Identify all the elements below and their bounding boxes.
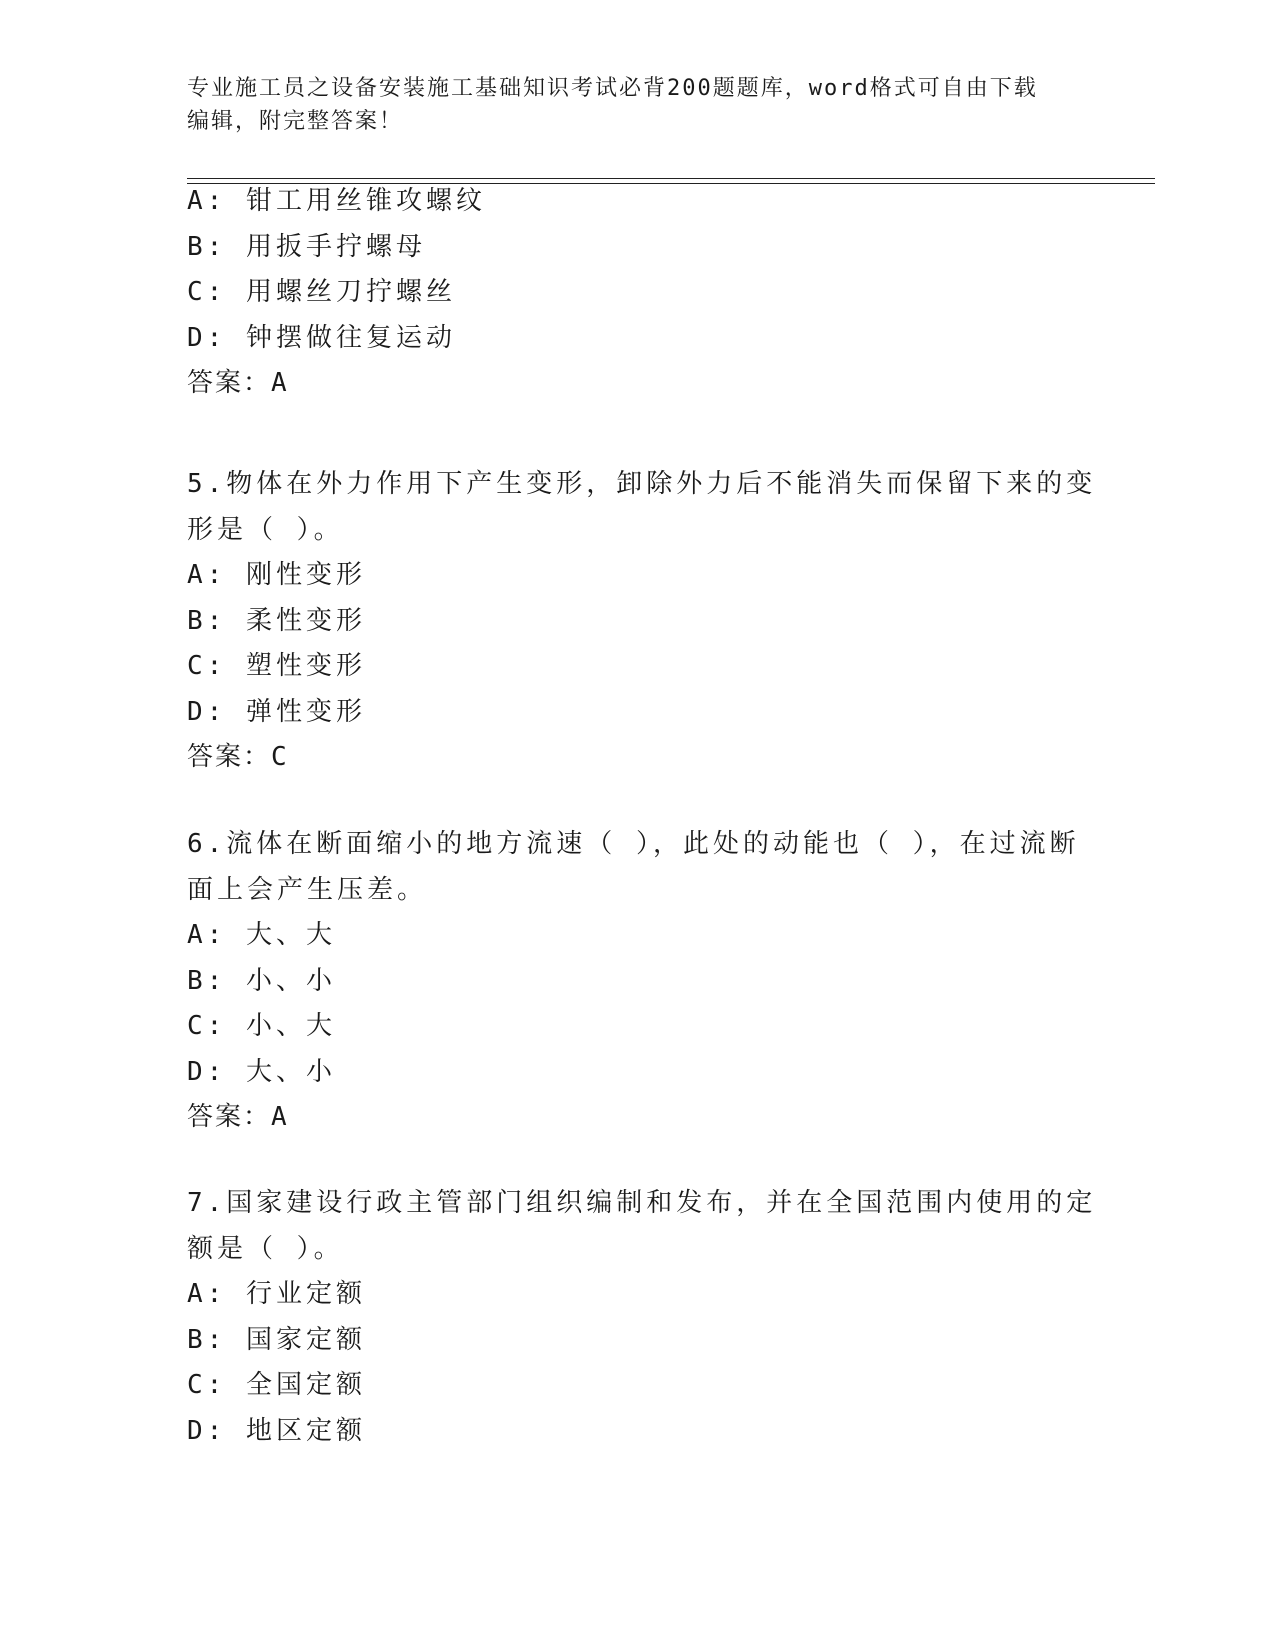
option-c: C: 小、大 — [187, 1011, 336, 1041]
option-a: A: 大、大 — [187, 920, 336, 950]
header-title-line-1: 专业施工员之设备安装施工基础知识考试必背200题题库，word格式可自由下载 — [187, 76, 1038, 101]
question-7-block — [187, 1181, 1097, 1454]
question-5-block — [187, 462, 1097, 781]
question-text-line-2: 额是（ ）。 — [187, 1233, 344, 1264]
option-d: D: 钟摆做往复运动 — [187, 322, 456, 353]
answer-line: 答案：A — [187, 1102, 289, 1132]
option-a: A: 钳工用丝锥攻螺纹 — [187, 186, 486, 216]
answer-line: 答案：C — [187, 742, 289, 772]
option-c: C: 塑性变形 — [187, 651, 366, 681]
question-text-line-1: 5.物体在外力作用下产生变形，卸除外力后不能消失而保留下来的变 — [187, 469, 1097, 499]
question-text-line-1: 7.国家建设行政主管部门组织编制和发布，并在全国范围内使用的定 — [187, 1188, 1097, 1218]
question-6-block — [187, 822, 1080, 1141]
option-d: D: 地区定额 — [187, 1415, 366, 1446]
question-text-line-2: 面上会产生压差。 — [187, 874, 428, 905]
question-text-line-1: 6.流体在断面缩小的地方流速（ ），此处的动能也（ ），在过流断 — [187, 829, 1080, 859]
option-a: A: 行业定额 — [187, 1279, 366, 1309]
document-header — [187, 72, 1087, 138]
option-d: D: 大、小 — [187, 1056, 336, 1087]
option-a: A: 刚性变形 — [187, 560, 366, 590]
question-text-line-2: 形是（ ）。 — [187, 514, 344, 545]
option-b: B: 小、小 — [187, 965, 336, 996]
header-title-line-2: 编辑，附完整答案！ — [187, 109, 404, 134]
option-b: B: 柔性变形 — [187, 605, 366, 636]
option-d: D: 弹性变形 — [187, 696, 366, 727]
option-b: B: 用扳手拧螺母 — [187, 231, 426, 262]
option-c: C: 用螺丝刀拧螺丝 — [187, 277, 456, 307]
option-b: B: 国家定额 — [187, 1324, 366, 1355]
question-4-block — [187, 179, 1067, 407]
option-c: C: 全国定额 — [187, 1370, 366, 1400]
answer-line: 答案：A — [187, 368, 289, 398]
